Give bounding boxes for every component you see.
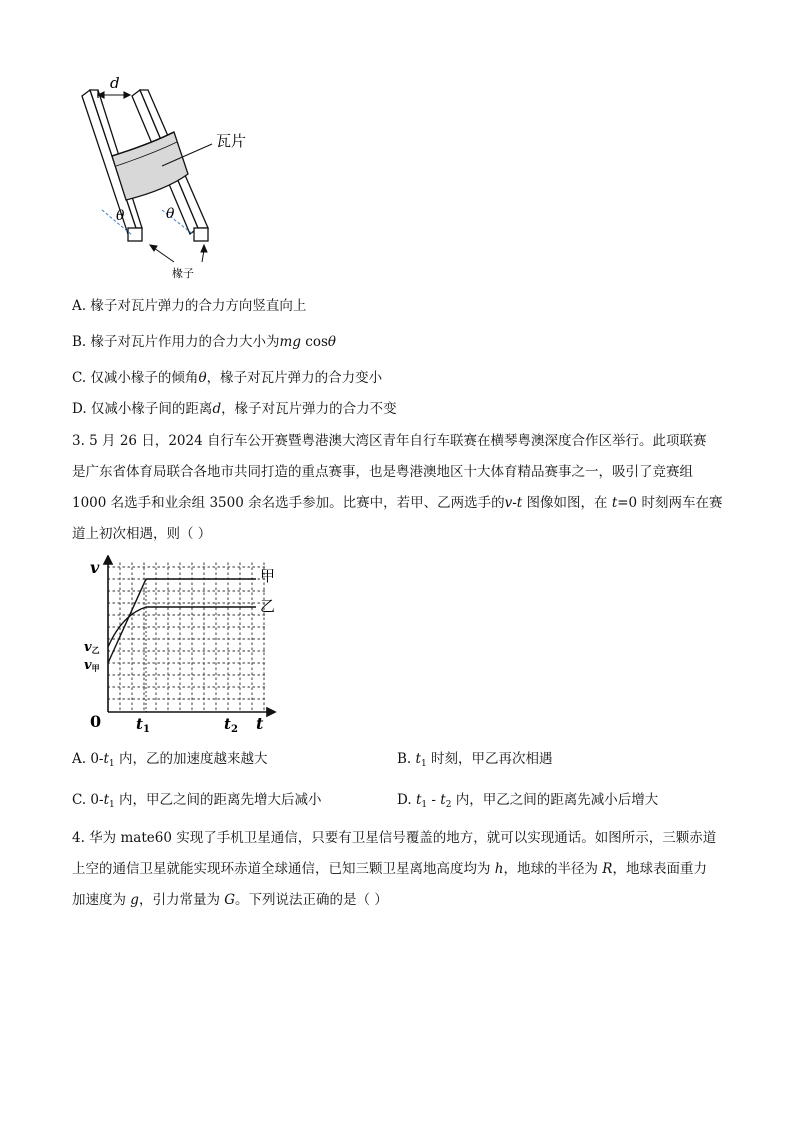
q3-stem-line-1: 3. 5 月 26 日，2024 自行车公开赛暨粤港澳大湾区青年自行车联赛在横琴粤澳深度合作区举行。此项联赛 (72, 433, 707, 449)
rafter-label: 椽子 (172, 267, 194, 280)
q2-option-a: A. 椽子对瓦片弹力的合力方向竖直向上 (72, 298, 307, 314)
theta-right-label: θ (166, 206, 175, 222)
q3-option-d: D. $t_1 - t_2$ 内，甲乙之间的距离先减小后增大 (397, 792, 659, 810)
graph-grid (108, 563, 266, 711)
theta-left-label: θ (116, 208, 125, 224)
rafter-pointer-arrows (150, 245, 207, 262)
tile-label: 瓦片 (216, 132, 247, 150)
t1-tick-label: $t_1$ (136, 715, 150, 735)
series-yi-label: 乙 (260, 597, 276, 615)
q4-stem-line-1: 4. 华为 mate60 实现了手机卫星通信，只要有卫星信号覆盖的地方，就可以实现通话。如图所示，三颗赤道 (72, 830, 717, 846)
origin-label: 0 (90, 712, 102, 731)
t-axis-label: t (256, 714, 264, 733)
v-axis-label: v (90, 558, 100, 577)
v-jia-tick-label: v甲 (84, 658, 100, 673)
q3-option-c: C. $0-t_1$ 内，甲乙之间的距离先增大后减小 (72, 792, 322, 810)
series-jia-label: 甲 (260, 567, 276, 585)
rafter-tile-figure (70, 70, 260, 285)
q2-option-d: D. 仅减小椽子间的距离d，椽子对瓦片弹力的合力不变 (72, 401, 397, 417)
vt-graph (80, 555, 280, 735)
q3-option-b: B. $t_1$ 时刻，甲乙再次相遇 (397, 751, 553, 769)
v-yi-tick-label: v乙 (84, 640, 100, 655)
q4-stem-line-2: 上空的通信卫星就能实现环赤道全球通信，已知三颗卫星离地高度均为 h，地球的半径为 R，地球表面重力 (72, 861, 707, 877)
q3-option-a: A. $0-t_1$ 内，乙的加速度越来越大 (72, 751, 268, 769)
d-label: d (110, 74, 120, 92)
t2-tick-label: $t_2$ (224, 715, 238, 735)
q2-option-b: B. 椽子对瓦片作用力的合力大小为mg cosθ (72, 334, 337, 350)
q2-option-c: C. 仅减小椽子的倾角θ，椽子对瓦片弹力的合力变小 (72, 370, 383, 386)
q3-stem-line-4: 道上初次相遇，则（ ） (72, 526, 212, 542)
d-dimension-arrow (98, 92, 130, 98)
q4-stem-line-3: 加速度为 g，引力常量为 G。下列说法正确的是（ ） (72, 892, 388, 908)
graph-axes (104, 556, 275, 716)
q3-stem-line-3: 1000 名选手和业余组 3500 余名选手参加。比赛中，若甲、乙两选手的v-t 图像如图，在 t=0 时刻两车在赛 (72, 495, 723, 511)
q3-stem-line-2: 是广东省体育局联合各地市共同打造的重点赛事，也是粤港澳地区十大体育精品赛事之一，吸引了竞赛组 (72, 464, 693, 480)
